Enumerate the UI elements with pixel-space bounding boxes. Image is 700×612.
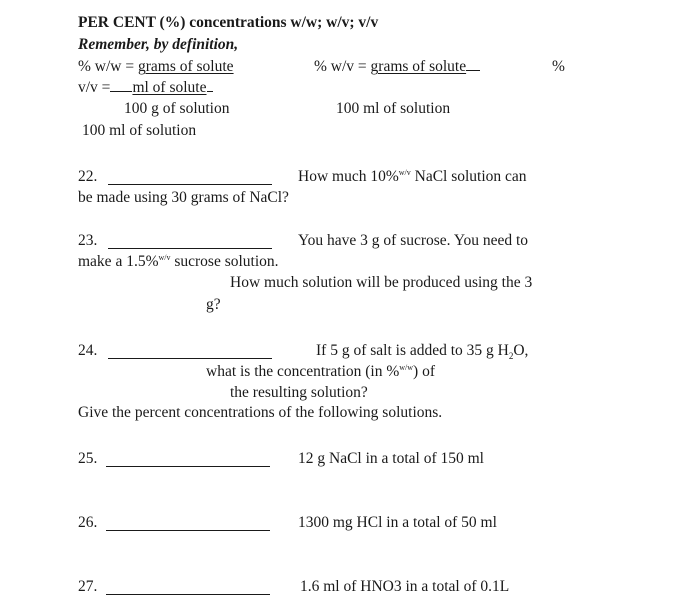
question-24-line1-end: O, bbox=[513, 342, 529, 359]
question-24-number: 24. bbox=[78, 342, 98, 359]
question-23-line3: How much solution will be produced using the 3 bbox=[230, 274, 533, 291]
question-22-text bbox=[298, 168, 527, 186]
vv-trailing-underline bbox=[207, 79, 213, 92]
definition-heading: Remember, by definition, bbox=[78, 36, 239, 53]
question-23-number: 23. bbox=[78, 232, 98, 249]
question-23-superscript: w/v bbox=[158, 252, 171, 262]
percent-sign: % bbox=[552, 58, 565, 75]
ww-numerator: grams of solute bbox=[137, 58, 234, 75]
question-24-subscript: 2 bbox=[508, 351, 514, 362]
ww-denominator: 100 g of solution bbox=[124, 100, 230, 117]
vv-definition bbox=[78, 79, 213, 97]
wv-label: % w/v = bbox=[314, 58, 367, 75]
question-24-line2-start: what is the concentration (in % bbox=[206, 363, 400, 380]
question-24-answer-line[interactable] bbox=[108, 346, 272, 359]
vv-numerator: ml of solute bbox=[132, 79, 207, 96]
question-22-line2: be made using 30 grams of NaCl? bbox=[78, 189, 289, 206]
question-23-answer-line[interactable] bbox=[108, 236, 272, 249]
question-23-line2 bbox=[78, 253, 279, 271]
wv-underline bbox=[466, 58, 480, 71]
question-25-text: 12 g NaCl in a total of 150 ml bbox=[298, 450, 484, 467]
question-23-line2-start: make a 1.5% bbox=[78, 253, 159, 270]
section-instruction: Give the percent concentrations of the following solutions. bbox=[78, 404, 443, 421]
question-26-answer-line[interactable] bbox=[106, 518, 270, 531]
vv-label: v/v = bbox=[78, 79, 111, 96]
question-23-line2-end: sucrose solution. bbox=[174, 253, 279, 270]
question-27-text: 1.6 ml of HNO3 in a total of 0.1L bbox=[300, 578, 510, 595]
page-title: PER CENT (%) concentrations w/w; w/v; v/v bbox=[78, 14, 379, 31]
ww-definition bbox=[78, 58, 234, 76]
wv-definition bbox=[314, 58, 480, 76]
question-24-line3: the resulting solution? bbox=[230, 384, 368, 401]
question-22-superscript: w/v bbox=[398, 167, 411, 177]
question-22-line1: How much 10% bbox=[298, 168, 399, 185]
vv-denominator: 100 ml of solution bbox=[82, 122, 197, 139]
question-22-number: 22. bbox=[78, 168, 98, 185]
question-24-superscript: w/w bbox=[399, 362, 414, 372]
question-23-line1: You have 3 g of sucrose. You need to bbox=[298, 232, 529, 249]
ww-label: % w/w = bbox=[78, 58, 135, 75]
question-23-line4: g? bbox=[206, 296, 221, 313]
question-26-number: 26. bbox=[78, 514, 98, 531]
vv-leading-underline bbox=[110, 79, 132, 92]
question-25-number: 25. bbox=[78, 450, 98, 467]
question-27-answer-line[interactable] bbox=[106, 582, 270, 595]
question-22-line1-end: NaCl solution can bbox=[414, 168, 527, 185]
question-25-answer-line[interactable] bbox=[106, 454, 270, 467]
question-24-line2 bbox=[206, 363, 435, 381]
wv-denominator: 100 ml of solution bbox=[336, 100, 451, 117]
question-24-line1-start: If 5 g of salt is added to 35 g H bbox=[316, 342, 509, 359]
question-22-answer-line[interactable] bbox=[108, 172, 272, 185]
question-24-line2-end: ) of bbox=[413, 363, 435, 380]
question-27-number: 27. bbox=[78, 578, 98, 595]
question-24-line1 bbox=[316, 342, 528, 360]
wv-numerator: grams of solute bbox=[370, 58, 467, 75]
question-26-text: 1300 mg HCl in a total of 50 ml bbox=[298, 514, 497, 531]
